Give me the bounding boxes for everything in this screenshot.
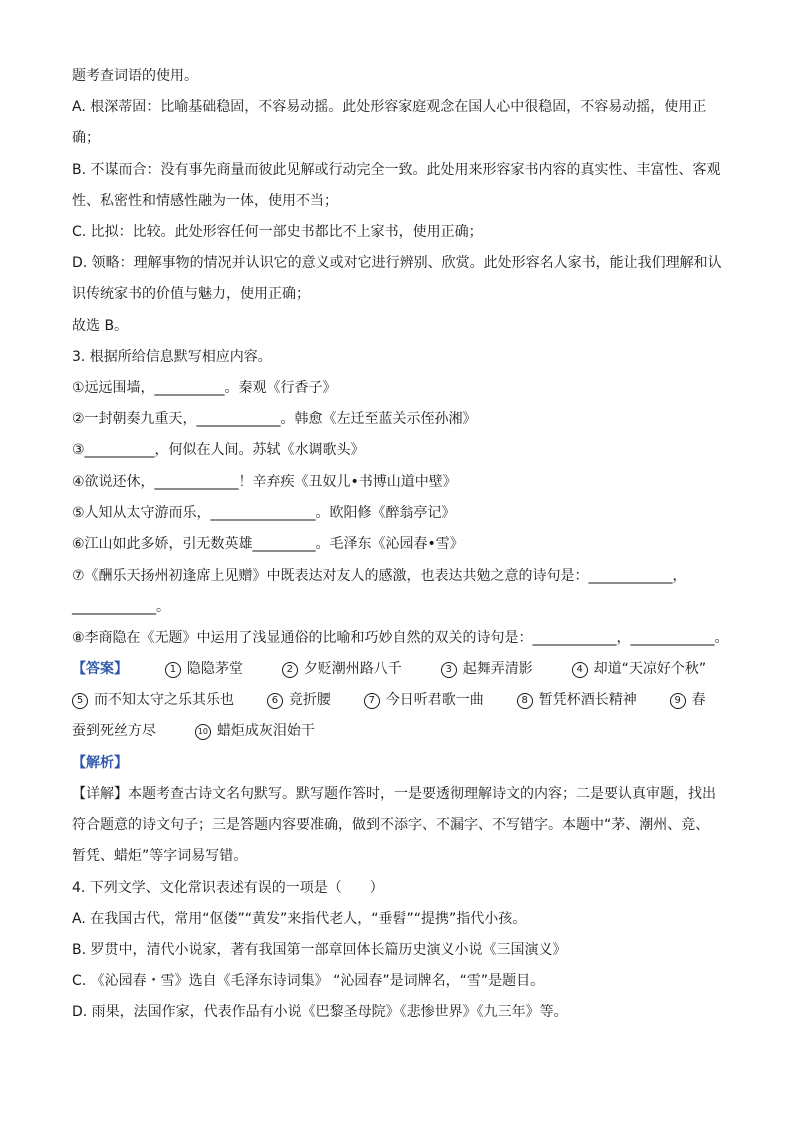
fill-item-7-cont: ____________。 — [72, 599, 170, 615]
analysis-heading — [72, 753, 734, 773]
fill-item-8: ⑧李商隐在《无题》中运用了浅显通俗的比喻和巧妙自然的双关的诗句是：____________，____________。 — [72, 630, 729, 646]
answer-text: 起舞弄清影 — [462, 661, 533, 677]
circled-number: 6 — [267, 693, 283, 709]
text-line: 性、私密性和情感性融为一体，使用不当； — [72, 193, 338, 209]
text-line: 题考查词语的使用。 — [72, 68, 198, 84]
circled-number: 1 — [165, 662, 181, 678]
answer-item — [670, 690, 706, 710]
answer-item — [72, 690, 234, 710]
option-b-explanation: B. 不谋而合：没有事先商量而彼此见解或行动完全一致。此处用来形容家书内容的真实性、丰富性、客观 — [72, 162, 721, 178]
fill-item-5: ⑤人知从太守游而乐，_______________。欧阳修《醉翁亭记》 — [72, 505, 456, 521]
answer-item — [572, 659, 707, 679]
fill-item-1: ①远远围墙，__________。秦观《行香子》 — [72, 380, 337, 396]
question-4-option-b: B. 罗贯中，清代小说家，著有我国第一部章回体长篇历史演义小说《三国演义》 — [72, 942, 567, 958]
answer-item — [282, 659, 402, 679]
answer-text: 暂凭杯酒长精神 — [538, 692, 637, 708]
answer-choice-line: 故选 B。 — [72, 318, 129, 334]
question-4-option-c: C. 《沁园春・雪》选自《毛泽东诗词集》 “沁园春”是词牌名，“雪”是题目。 — [72, 973, 545, 989]
circled-number: 4 — [572, 662, 588, 678]
text-line: 确； — [72, 130, 100, 146]
option-d-explanation: D. 领略：理解事物的情况并认识它的意义或对它进行辨别、欣赏。此处形容名人家书，能让我们理解和认 — [72, 255, 722, 271]
fill-item-7: ⑦《酬乐天扬州初逢席上见赠》中既表达对友人的感激，也表达共勉之意的诗句是：____________， — [72, 568, 687, 584]
answer-item — [517, 690, 637, 710]
question-3-stem: 3. 根据所给信息默写相应内容。 — [72, 349, 272, 365]
answer-row-3 — [72, 721, 734, 741]
fill-item-3: ③__________，何似在人间。苏轼《水调歌头》 — [72, 442, 365, 458]
answer-item — [441, 659, 533, 679]
answer-text: 却道“天凉好个秋” — [593, 661, 707, 677]
answer-item — [267, 690, 331, 710]
option-c-explanation: C. 比拟：比较。此处形容任何一部史书都比不上家书，使用正确； — [72, 224, 483, 240]
analysis-text: 本题考查古诗文名句默写。默写题作答时，一是要透彻理解诗文的内容；二是要认真审题，找出 — [128, 786, 716, 802]
answer-row-1 — [72, 659, 734, 679]
circled-number: 8 — [517, 693, 533, 709]
circled-number: 9 — [670, 693, 686, 709]
answer-text: 竞折腰 — [288, 692, 331, 708]
answer-item — [364, 690, 484, 710]
answer-text: 今日听君歌一曲 — [385, 692, 484, 708]
answer-text: 蜡炬成灰泪始干 — [216, 723, 315, 739]
detail-tag: 【详解】 — [72, 786, 128, 802]
answer-tag: 【答案】 — [72, 661, 128, 677]
answer-item — [195, 721, 315, 741]
analysis-tag: 【解析】 — [72, 755, 128, 771]
question-4-stem: 4. 下列文学、文化常识表述有误的一项是（ ） — [72, 880, 384, 896]
analysis-line-1 — [72, 784, 734, 804]
option-a-explanation: A. 根深蒂固：比喻基础稳固，不容易动摇。此处形容家庭观念在国人心中很稳固，不容易动摇，使用正 — [72, 99, 707, 115]
answer-text: 夕贬潮州路八千 — [303, 661, 402, 677]
question-4-option-a: A. 在我国古代，常用“伛偻”“黄发”来指代老人，“垂髫”“提携”指代小孩。 — [72, 911, 527, 927]
text-line: 识传统家书的价值与魅力，使用正确； — [72, 286, 310, 302]
circled-number: 7 — [364, 693, 380, 709]
answer-text: 隐隐茅堂 — [186, 661, 243, 677]
answer-item — [165, 659, 243, 679]
analysis-line-3: 暂凭、蜡炬”等字词易写错。 — [72, 848, 248, 864]
circled-number: 3 — [441, 662, 457, 678]
fill-item-2: ②一封朝奏九重天，____________。韩愈《左迁至蓝关示侄孙湘》 — [72, 411, 477, 427]
circled-number: 5 — [72, 693, 88, 709]
answer-row-2 — [72, 690, 734, 710]
fill-item-4: ④欲说还休，____________！辛弃疾《丑奴儿•书博山道中壁》 — [72, 474, 457, 490]
question-4-option-d: D. 雨果，法国作家，代表作品有小说《巴黎圣母院》《悲惨世界》《九三年》等。 — [72, 1004, 568, 1020]
answer-text: 而不知太守之乐其乐也 — [94, 692, 234, 708]
circled-number: 2 — [282, 662, 298, 678]
circled-number: 10 — [195, 724, 211, 740]
answer-text: 春 — [691, 692, 706, 708]
fill-item-6: ⑥江山如此多娇，引无数英雄_________。毛泽东《沁园春•雪》 — [72, 536, 464, 552]
answer-text: 蚕到死丝方尽 — [72, 723, 156, 739]
analysis-line-2: 符合题意的诗文句子；三是答题内容要准确，做到不添字、不漏字、不写错字。本题中“茅、潮州、竞、 — [72, 817, 710, 833]
